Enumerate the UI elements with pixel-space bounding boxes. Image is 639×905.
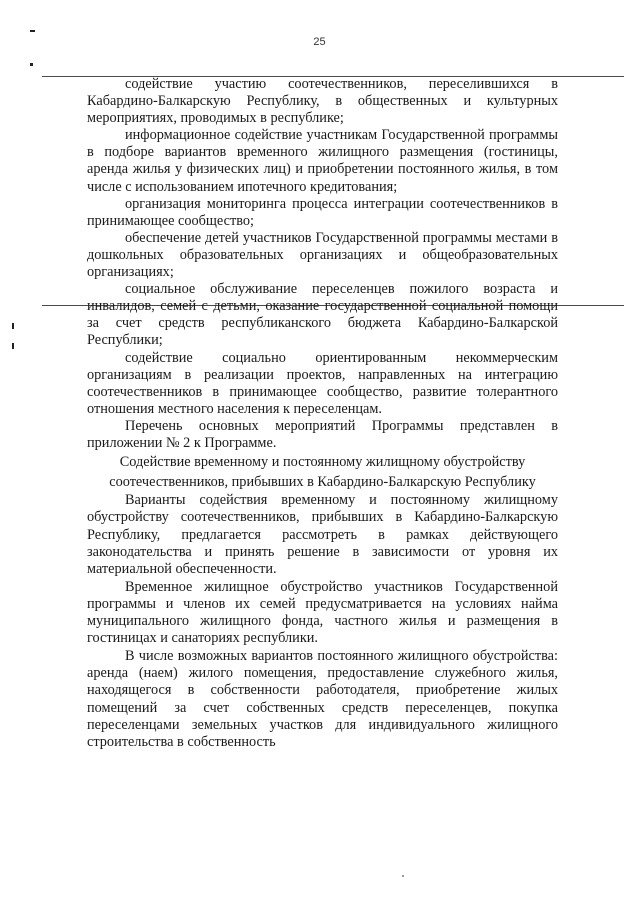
scan-dot [402, 875, 404, 877]
list-item: информационное содействие участникам Государственной программы в подборе вариантов временного жилищного размещения (гостиницы, аренда жилья у физических лиц) и приобретении постоянного жилья, в том числе с использованием ипотечного кредитования; [87, 127, 558, 195]
section-heading: Содействие временному и постоянному жилищному обустройству соотечественников, прибывших в Кабардино-Балкарскую Республику [109, 454, 536, 491]
list-item: социальное обслуживание переселенцев пожилого возраста и инвалидов, семей с детьми, оказание государственной социальной помощи за счет средств республиканского бюджета Кабардино-Балкарской Республики; [87, 281, 558, 349]
scan-mark [12, 323, 14, 329]
body-paragraph: Временное жилищное обустройство участников Государственной программы и членов их семей предусматривается на условиях найма муниципального жилищного фонда, частного жилья и размещения в гостиницах и санаториях республики. [87, 578, 558, 647]
document-body [87, 76, 558, 752]
list-item: обеспечение детей участников Государственной программы местами в дошкольных образовательных организациях и общеобразовательных организациях; [87, 229, 558, 281]
body-paragraph: В числе возможных вариантов постоянного жилищного обустройства: аренда (наем) жилого помещения, предоставление служебного жилья, находящегося в собственности работодателя, приобретение жилых помещений за счет собственных средств переселенцев, покупка переселенцами земельных участков для индивидуального жилищного строительства в собственность [87, 647, 558, 751]
scan-mark [12, 343, 14, 349]
list-item: содействие социально ориентированным некоммерческим организациям в реализации проектов, направленных на интеграцию соотечественников в принимающее сообщество, развитие толерантного отношения местного населения к переселенцам. [87, 349, 558, 417]
scan-mark [30, 30, 35, 32]
list-item: содействие участию соотечественников, переселившихся в Кабардино-Балкарскую Республику, в общественных и культурных мероприятиях, проводимых в республике; [87, 76, 558, 127]
page-number: 25 [313, 36, 326, 48]
scan-mark [30, 63, 33, 66]
list-item: Перечень основных мероприятий Программы представлен в приложении № 2 к Программе. [87, 417, 558, 451]
body-paragraph: Варианты содействия временному и постоянному жилищному обустройству соотечественников, прибывших в Кабардино-Балкарскую Республику, предлагается рассмотреть в рамках действующего законодательства и принять решение в зависимости от уровня их материальной обеспеченности. [87, 492, 558, 578]
list-item: организация мониторинга процесса интеграции соотечественников в принимающее сообщество; [87, 195, 558, 229]
